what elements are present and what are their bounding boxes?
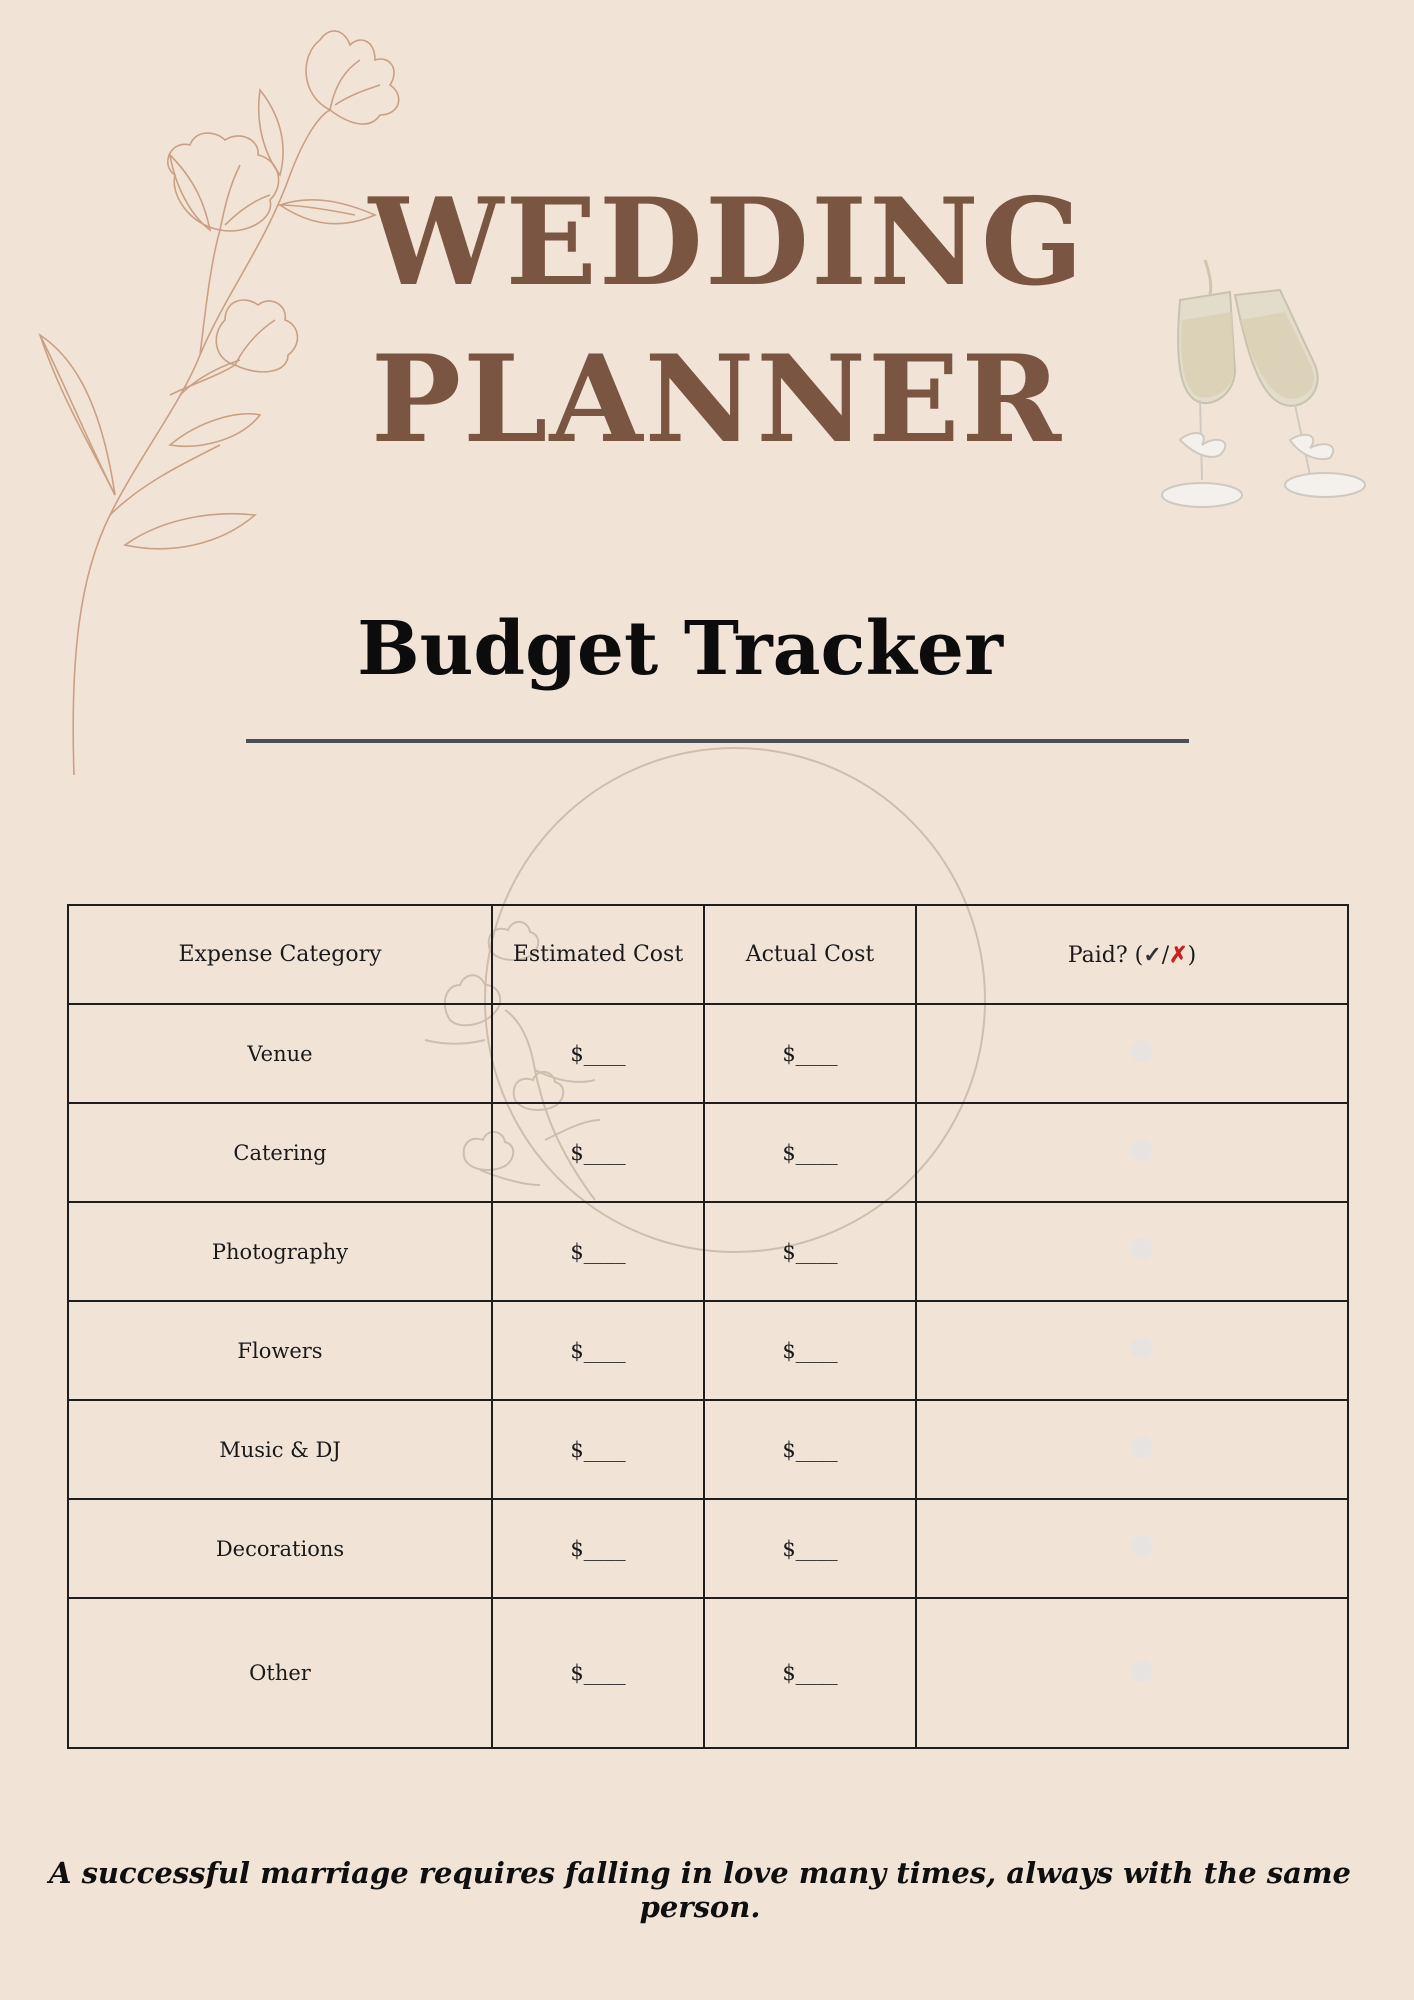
table-row: [68, 1301, 1348, 1400]
table-row: [68, 1004, 1348, 1103]
paid-cell: [916, 1598, 1348, 1748]
estimated-cost-field[interactable]: $____: [492, 1103, 704, 1202]
check-icon: ✓: [1143, 941, 1162, 968]
category-cell: Decorations: [68, 1499, 492, 1598]
paid-prefix: Paid? (: [1067, 942, 1144, 968]
paid-cell: [916, 1004, 1348, 1103]
actual-cost-field[interactable]: $____: [704, 1301, 916, 1400]
estimated-cost-field[interactable]: $____: [492, 1400, 704, 1499]
paid-suffix: ): [1187, 942, 1197, 968]
footer-quote: A successful marriage requires falling in love many times, always with the same person.: [49, 1856, 1351, 1924]
header-paid: [916, 905, 1348, 1004]
paid-checkbox[interactable]: [1131, 1337, 1153, 1359]
category-cell: Venue: [68, 1004, 492, 1103]
table-row: [68, 1400, 1348, 1499]
estimated-cost-field[interactable]: $____: [492, 1301, 704, 1400]
title-planner: PLANNER: [370, 329, 1064, 470]
actual-cost-field[interactable]: $____: [704, 1400, 916, 1499]
actual-cost-field[interactable]: $____: [704, 1103, 916, 1202]
title-wedding: WEDDING: [368, 172, 1086, 313]
estimated-cost-field[interactable]: $____: [492, 1202, 704, 1301]
actual-cost-field[interactable]: $____: [704, 1499, 916, 1598]
estimated-cost-field[interactable]: $____: [492, 1598, 704, 1748]
category-cell: Photography: [68, 1202, 492, 1301]
x-icon: ✗: [1169, 941, 1188, 968]
estimated-cost-field[interactable]: $____: [492, 1499, 704, 1598]
table-row: [68, 1499, 1348, 1598]
paid-checkbox[interactable]: [1131, 1436, 1153, 1458]
category-cell: Other: [68, 1598, 492, 1748]
category-cell: Flowers: [68, 1301, 492, 1400]
table-row: [68, 1103, 1348, 1202]
page-subtitle: Budget Tracker: [357, 606, 1003, 692]
table-row: [68, 1598, 1348, 1748]
table-header-row: [68, 905, 1348, 1004]
header-estimated-cost: Estimated Cost: [492, 905, 704, 1004]
category-cell: Catering: [68, 1103, 492, 1202]
paid-checkbox[interactable]: [1131, 1238, 1153, 1260]
actual-cost-field[interactable]: $____: [704, 1202, 916, 1301]
actual-cost-field[interactable]: $____: [704, 1598, 916, 1748]
budget-table: [67, 904, 1349, 1749]
table-row: [68, 1202, 1348, 1301]
paid-cell: [916, 1400, 1348, 1499]
paid-cell: [916, 1301, 1348, 1400]
paid-checkbox[interactable]: [1131, 1535, 1153, 1557]
estimated-cost-field[interactable]: $____: [492, 1004, 704, 1103]
category-cell: Music & DJ: [68, 1400, 492, 1499]
paid-checkbox[interactable]: [1131, 1139, 1153, 1161]
paid-checkbox[interactable]: [1131, 1040, 1153, 1062]
paid-cell: [916, 1103, 1348, 1202]
paid-separator: /: [1161, 942, 1170, 968]
paid-checkbox[interactable]: [1131, 1660, 1153, 1682]
title-divider: [246, 739, 1189, 743]
paid-cell: [916, 1202, 1348, 1301]
header-expense-category: Expense Category: [68, 905, 492, 1004]
header-actual-cost: Actual Cost: [704, 905, 916, 1004]
paid-cell: [916, 1499, 1348, 1598]
actual-cost-field[interactable]: $____: [704, 1004, 916, 1103]
